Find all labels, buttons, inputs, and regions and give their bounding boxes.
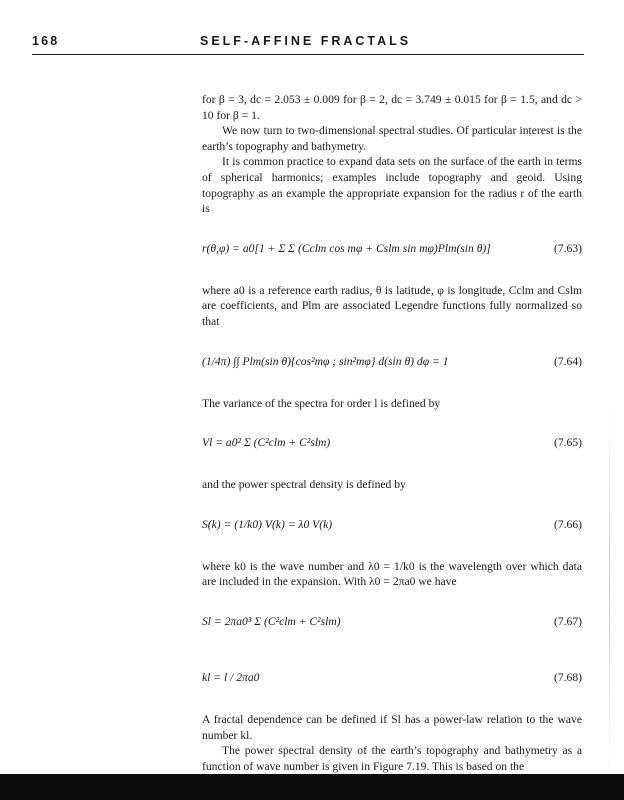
equation-7-68-number: (7.68) bbox=[553, 670, 582, 684]
equation-7-67-number: (7.67) bbox=[553, 614, 582, 628]
paragraph-9: The power spectral density of the earth’s topography and bathymetry as a function of wave number is given in Figure 7.19. This is based on the bbox=[202, 744, 582, 773]
paragraph-4: where a0 is a reference earth radius, θ is latitude, φ is longitude, Cclm and Cslm are coefficients, and Plm are associated Legendre functions fully normalized so that bbox=[202, 283, 582, 328]
equation-7-66-number: (7.66) bbox=[553, 517, 582, 531]
page-number: 168 bbox=[32, 34, 60, 48]
equation-7-65 bbox=[202, 421, 582, 465]
scan-bottom-border bbox=[0, 774, 624, 800]
equation-7-68 bbox=[202, 656, 582, 700]
equation-7-68-expression: kl = l / 2πa0 bbox=[202, 670, 260, 684]
running-header bbox=[32, 34, 584, 54]
header-rule bbox=[32, 54, 584, 55]
equation-7-67-expression: Sl = 2πa0³ Σ (C²clm + C²slm) bbox=[202, 614, 341, 628]
page-body bbox=[202, 92, 582, 774]
equation-7-65-expression: Vl = a0² Σ (C²clm + C²slm) bbox=[202, 436, 331, 450]
running-title: SELF-AFFINE FRACTALS bbox=[200, 34, 412, 48]
equation-7-64-number: (7.64) bbox=[553, 354, 582, 368]
equation-7-67 bbox=[202, 600, 582, 644]
equation-7-65-number: (7.65) bbox=[553, 436, 582, 450]
paragraph-5: The variance of the spectra for order l is defined by bbox=[202, 396, 441, 410]
equation-7-63-expression: r(θ,φ) = a0[1 + Σ Σ (Cclm cos mφ + Cslm sin mφ)Plm(sin θ)] bbox=[202, 241, 491, 255]
paragraph-2: We now turn to two-dimensional spectral studies. Of particular interest is the earth’s topography and bathymetry. bbox=[202, 124, 582, 153]
paragraph-1: for β = 3, dc = 2.053 ± 0.009 for β = 2, dc = 3.749 ± 0.015 for β = 1.5, and dc > 10 for β = 1. bbox=[202, 93, 582, 122]
equation-7-66 bbox=[202, 503, 582, 547]
paragraph-3: It is common practice to expand data sets on the surface of the earth in terms of spherical harmonics; examples include topography and geoid. Using topography as an example the appropriate expansion for the radius r of the earth is bbox=[202, 155, 582, 216]
paragraph-7: where k0 is the wave number and λ0 = 1/k0 is the wavelength over which data are included in the expansion. With λ0 = 2πa0 we have bbox=[202, 559, 582, 589]
equation-7-64 bbox=[202, 340, 582, 384]
page-edge-shadow bbox=[609, 400, 610, 780]
equation-7-63-number: (7.63) bbox=[553, 241, 582, 255]
paragraph-6: and the power spectral density is defined by bbox=[202, 478, 406, 492]
equation-7-63 bbox=[202, 227, 582, 271]
paragraph-8: A fractal dependence can be defined if Sl has a power-law relation to the wave number kl. bbox=[202, 712, 582, 742]
equation-7-66-expression: S(k) = (1/k0) V(k) = λ0 V(k) bbox=[202, 517, 333, 531]
equation-7-64-expression: (1/4π) ∫∫ Plm(sin θ){cos²mφ ; sin²mφ} d(sin θ) dφ = 1 bbox=[202, 354, 449, 368]
